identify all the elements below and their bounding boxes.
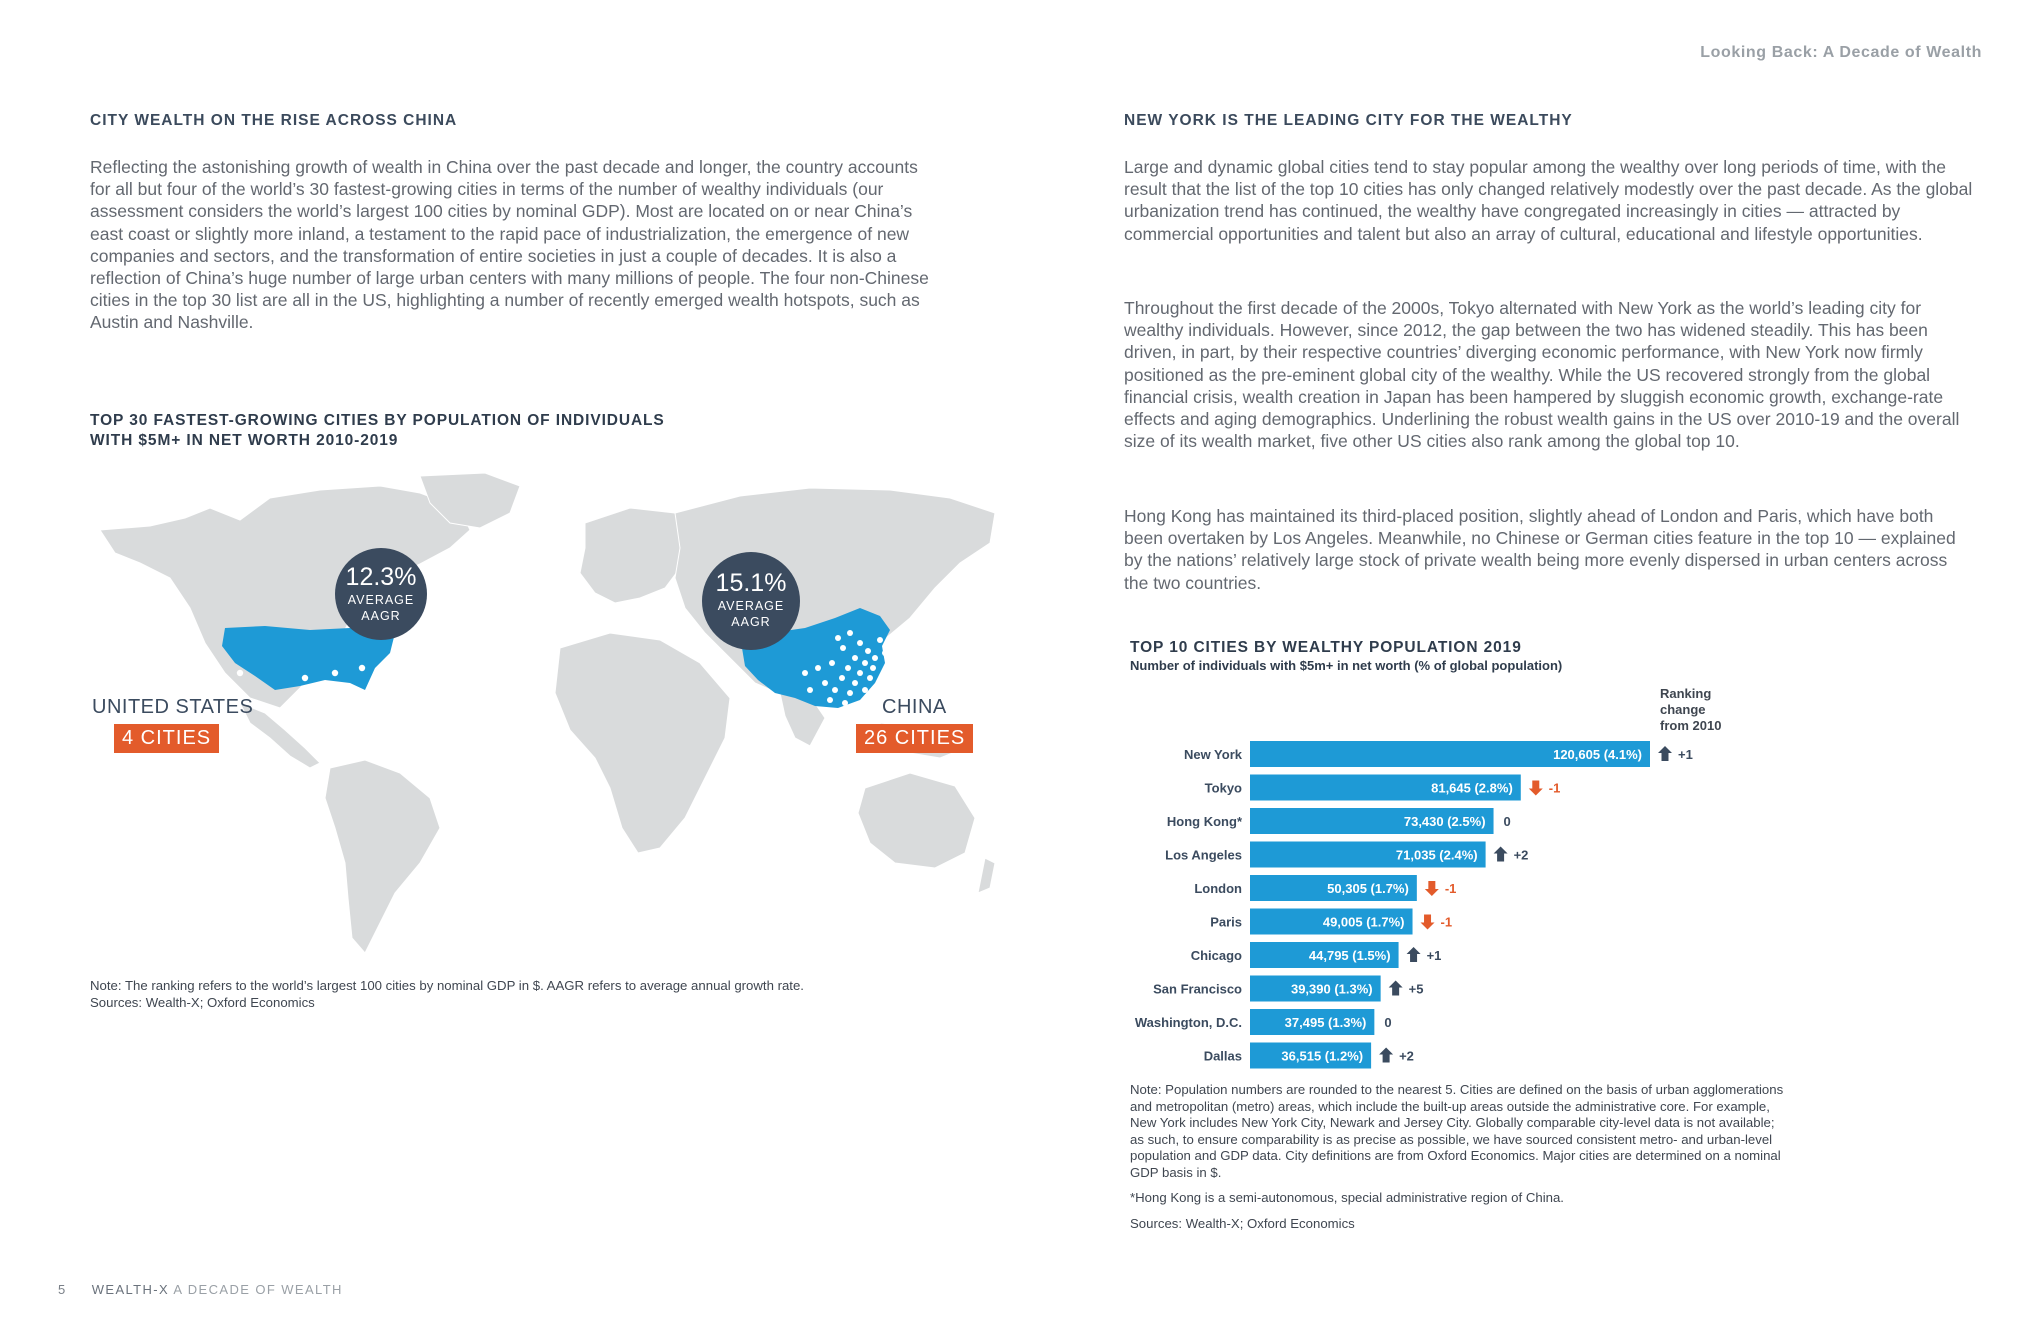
- us-city-marker: [332, 670, 338, 676]
- china-city-count-badge: 26 CITIES: [856, 724, 973, 753]
- china-city-marker: [870, 665, 876, 671]
- us-aagr-value: 12.3%: [345, 563, 417, 591]
- china-aagr-value: 15.1%: [715, 569, 787, 597]
- us-city-marker: [302, 675, 308, 681]
- us-aagr-bubble: [335, 548, 427, 640]
- rank-up-arrow-icon: [1389, 981, 1403, 996]
- footer-brand: WEALTH-X: [91, 1282, 170, 1297]
- china-city-marker: [832, 687, 838, 693]
- china-city-marker: [872, 655, 878, 661]
- ranking-change-header-line3: from 2010: [1660, 718, 1722, 733]
- china-city-marker: [862, 660, 868, 666]
- china-aagr-bubble: [702, 552, 800, 650]
- us-city-marker: [237, 670, 243, 676]
- bar-value-label: 73,430 (2.5%): [1403, 814, 1486, 829]
- bar-category-label: Hong Kong*: [1166, 814, 1242, 829]
- rank-up-arrow-icon: [1494, 847, 1508, 862]
- ranking-change-header-line2: change: [1660, 702, 1706, 717]
- us-city-count-badge: 4 CITIES: [114, 724, 219, 753]
- china-city-marker: [862, 687, 868, 693]
- ranking-change-value: -1: [1440, 914, 1453, 930]
- bar-chart-subtitle: Number of individuals with $5m+ in net worth (% of global population): [1130, 658, 1563, 673]
- bar-value-label: 71,035 (2.4%): [1395, 847, 1478, 863]
- running-head: Looking Back: A Decade of Wealth: [1700, 44, 1982, 61]
- bar-category-label: San Francisco: [1153, 981, 1242, 997]
- china-city-marker: [852, 655, 858, 661]
- chart-note: Note: Population numbers are rounded to the nearest 5. Cities are defined on the basis of urban agglomerations and metropolitan (metro) areas, which include the built-up areas outside the administrative core. For example, New York includes New York City, Newark and Jersey City. Globally comparable city-level data is not available; as such, to ensure comparability is as precise as possible, we have sourced consistent metro- and urban-level population and GDP data. City definitions are from Oxford Economics. Major cities are determined on a nominal GDP basis in $.: [1130, 1082, 1784, 1180]
- chart-hong-kong-note: *Hong Kong is a semi-autonomous, special administrative region of China.: [1130, 1190, 1564, 1205]
- africa-landmass: [555, 633, 730, 853]
- us-city-marker: [359, 665, 365, 671]
- china-city-marker: [847, 690, 853, 696]
- map-title-line1: TOP 30 FASTEST-GROWING CITIES BY POPULATION OF INDIVIDUALS: [90, 412, 665, 429]
- right-section-heading: NEW YORK IS THE LEADING CITY FOR THE WEALTHY: [1124, 112, 1573, 129]
- china-aagr-average-label: AVERAGE: [717, 599, 785, 613]
- map-notes: [90, 978, 970, 1011]
- chart-sources: Sources: Wealth-X; Oxford Economics: [1130, 1215, 1355, 1231]
- bar-value-label: 49,005 (1.7%): [1322, 914, 1405, 930]
- china-country-label: CHINA: [882, 696, 947, 718]
- left-section-heading: CITY WEALTH ON THE RISE ACROSS CHINA: [90, 112, 458, 129]
- bar-category-label: Tokyo: [1204, 780, 1242, 796]
- australia-landmass: [858, 773, 975, 868]
- us-aagr-average-label: AVERAGE: [347, 593, 415, 607]
- bar-category-label: Washington, D.C.: [1134, 1015, 1242, 1030]
- china-city-marker: [839, 675, 845, 681]
- china-city-marker: [842, 700, 848, 706]
- map-title-line2: WITH $5M+ IN NET WORTH 2010-2019: [90, 432, 399, 449]
- bar-category-label: New York: [1183, 747, 1242, 762]
- map-sources: Sources: Wealth-X; Oxford Economics: [90, 994, 315, 1010]
- ranking-change-value: +2: [1513, 847, 1529, 863]
- map-note: Note: The ranking refers to the world’s largest 100 cities by nominal GDP in $. AAGR refers to average annual growth rate.: [90, 978, 804, 993]
- bar-chart: [1110, 680, 1810, 1070]
- china-city-marker: [807, 687, 813, 693]
- right-body-paragraph-2: Throughout the first decade of the 2000s, Tokyo alternated with New York as the world’s leading city for wealthy individuals. However, since 2012, the gap between the two has widened steadily. This has been driven, in part, by their respective countries’ diverging economic performance, with New York now firmly positioned as the pre-eminent global city of the wealthy. While the US recovered strongly from the global financial crisis, wealth creation in Japan has been hampered by sluggish economic growth, exchange-rate effects and aging demographics. Underlining the robust wealth gains in the US over 2010-19 and the overall size of its wealth market, five other US cities also rank among the global top 10.: [1124, 298, 1960, 452]
- rank-down-arrow-icon: [1529, 781, 1543, 796]
- ranking-change-value: 0: [1384, 1015, 1392, 1030]
- bar-category-label: Chicago: [1190, 948, 1242, 963]
- ranking-change-value: -1: [1548, 780, 1561, 796]
- right-body-paragraph-3: Hong Kong has maintained its third-placed position, slightly ahead of London and Paris, which have both been overtaken by Los Angeles. Meanwhile, no Chinese or German cities feature in the top 10 — explained by the nations’ relatively large stock of private wealth being more evenly dispersed in urban centers across the two countries.: [1124, 506, 1956, 593]
- ranking-change-value: -1: [1444, 881, 1457, 896]
- bar-value-label: 39,390 (1.3%): [1290, 981, 1373, 997]
- china-city-marker: [802, 670, 808, 676]
- map-title: [90, 411, 940, 451]
- china-city-marker: [877, 637, 883, 643]
- china-city-marker: [840, 645, 846, 651]
- page-footer: [58, 1282, 343, 1297]
- south-america-landmass: [325, 760, 440, 953]
- ranking-change-value: +5: [1408, 981, 1424, 997]
- china-city-marker: [852, 680, 858, 686]
- bar-chart-title: TOP 10 CITIES BY WEALTHY POPULATION 2019: [1130, 639, 1522, 656]
- bar-chart-svg: [1110, 680, 1810, 1070]
- ranking-change-value: 0: [1503, 814, 1511, 829]
- chart-notes: [1130, 1082, 1790, 1232]
- new-zealand-landmass: [978, 858, 995, 893]
- china-city-marker: [847, 630, 853, 636]
- us-aagr-label: AAGR: [361, 609, 401, 623]
- china-city-marker: [857, 670, 863, 676]
- bar-value-label: 50,305 (1.7%): [1327, 881, 1409, 896]
- bar-value-label: 37,495 (1.3%): [1284, 1015, 1367, 1030]
- ranking-change-value: +1: [1426, 948, 1442, 963]
- china-city-marker: [882, 650, 888, 656]
- china-city-marker: [865, 648, 871, 654]
- bar-value-label: 120,605 (4.1%): [1553, 747, 1642, 762]
- bar-category-label: London: [1194, 881, 1242, 896]
- ranking-change-value: +1: [1678, 747, 1693, 762]
- bar-value-label: 81,645 (2.8%): [1431, 780, 1513, 796]
- bar-category-label: Los Angeles: [1165, 847, 1242, 863]
- china-city-marker: [835, 635, 841, 641]
- right-body-paragraph-1: Large and dynamic global cities tend to stay popular among the wealthy over long periods of time, with the result that the list of the top 10 cities has only changed relatively modestly over the past decade. As the global urbanization trend has continued, the wealthy have congregated increasingly in cities — attracted by commercial opportunities and talent but also an array of cultural, educational and lifestyle opportunities.: [1124, 157, 1973, 244]
- world-map: [90, 468, 1000, 968]
- left-body-paragraph: Reflecting the astonishing growth of wealth in China over the past decade and longer, the country accounts for all but four of the world’s 30 fastest-growing cities in terms of the number of wealthy individuals (our assessment considers the world’s largest 100 cities by nominal GDP). Most are located on or near China’s east coast or slightly more inland, a testament to the rapid pace of industrialization, the emergence of new companies and sectors, and the transformation of entire societies in just a couple of decades. It is also a reflection of China’s huge number of large urban centers with many millions of people. The four non-Chinese cities in the top 30 list are all in the US, highlighting a number of recently emerged wealth hotspots, such as Austin and Nashville.: [90, 157, 929, 333]
- china-city-marker: [845, 665, 851, 671]
- china-city-marker: [822, 680, 828, 686]
- bar-value-label: 36,515 (1.2%): [1281, 1048, 1364, 1064]
- rank-down-arrow-icon: [1425, 881, 1439, 896]
- rank-up-arrow-icon: [1379, 1048, 1393, 1063]
- china-city-marker: [829, 660, 835, 666]
- us-country-label: UNITED STATES: [92, 696, 254, 718]
- bar-value-label: 44,795 (1.5%): [1308, 948, 1391, 963]
- china-city-marker: [815, 665, 821, 671]
- china-city-marker: [857, 640, 863, 646]
- rank-down-arrow-icon: [1421, 915, 1435, 930]
- china-city-marker: [867, 675, 873, 681]
- rank-up-arrow-icon: [1658, 746, 1672, 761]
- bar-category-label: Paris: [1210, 914, 1242, 930]
- bar-category-label: Dallas: [1203, 1048, 1242, 1064]
- ranking-change-header-line1: Ranking: [1660, 686, 1712, 701]
- rank-up-arrow-icon: [1407, 947, 1421, 962]
- footer-publication: A DECADE OF WEALTH: [173, 1282, 343, 1297]
- china-aagr-label: AAGR: [731, 615, 771, 629]
- page-number: 5: [58, 1282, 67, 1297]
- europe-landmass: [580, 508, 690, 603]
- ranking-change-value: +2: [1399, 1048, 1414, 1064]
- china-city-marker: [827, 697, 833, 703]
